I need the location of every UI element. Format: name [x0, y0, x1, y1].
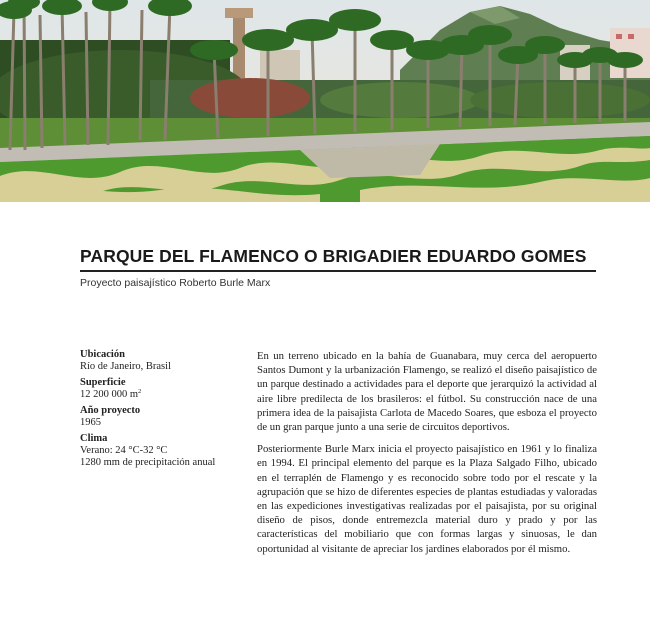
park-photo: [0, 0, 650, 202]
area-label: Superficie: [80, 377, 126, 388]
page-subtitle: Proyecto paisajístico Roberto Burle Marx: [80, 277, 271, 289]
year-value: 1965: [80, 417, 101, 428]
location-value: Río de Janeiro, Brasil: [80, 361, 171, 372]
info-location: [80, 349, 250, 373]
climate-line-1: Verano: 24 °C-32 °C: [80, 445, 168, 456]
climate-line-2: 1280 mm de precipitación anual: [80, 457, 216, 468]
year-label: Año proyecto: [80, 405, 141, 416]
area-unit-exponent: 2: [138, 388, 142, 395]
climate-label: Clima: [80, 433, 108, 444]
page-title: PARQUE DEL FLAMENCO O BRIGADIER EDUARDO GOMES: [80, 246, 587, 266]
body-text: [257, 349, 597, 564]
info-climate: [80, 433, 250, 469]
body-paragraph-2: Posteriormente Burle Marx inicia el proyecto paisajístico en 1961 y lo finaliza en 1994. El principal elemento del parque es la Plaza Salgado Filho, ubicado en el terraplén de Flamengo y es reconocido sobre todo por el rescate y la agrupación que se hizo de diferentes especies de plantas estudiadas y valoradas en las expediciones investigativas realizadas por el paisajista, por su original diseño de pisos, donde entremezcla material duro y prado y por las características del mobiliario que con formas largas y sinuosas, le dan oportunidad al visitante de apreciar los jardines elaborados por él mismo.: [257, 443, 597, 555]
info-area: [80, 377, 250, 401]
info-year: [80, 405, 250, 429]
title-divider: [80, 270, 596, 272]
location-label: Ubicación: [80, 349, 125, 360]
project-info: [80, 349, 250, 473]
body-paragraph-1: En un terreno ubicado en la bahía de Guanabara, muy cerca del aeropuerto Santos Dumont y la urbanización Flamengo, se realizó el diseño paisajístico de un parque destinado a actividades para el deporte que jerarquizó la actividad al aire libre predilecta de los brasileros: el fútbol. Su construcción nace de una primera idea de la paisajista Carlota de Macedo Soares, que esboza el proyecto de un gran parque junto a una serie de circuitos deportivos.: [257, 350, 597, 434]
area-value-line: [80, 389, 250, 401]
area-value: 12 200 000 m: [80, 389, 139, 400]
